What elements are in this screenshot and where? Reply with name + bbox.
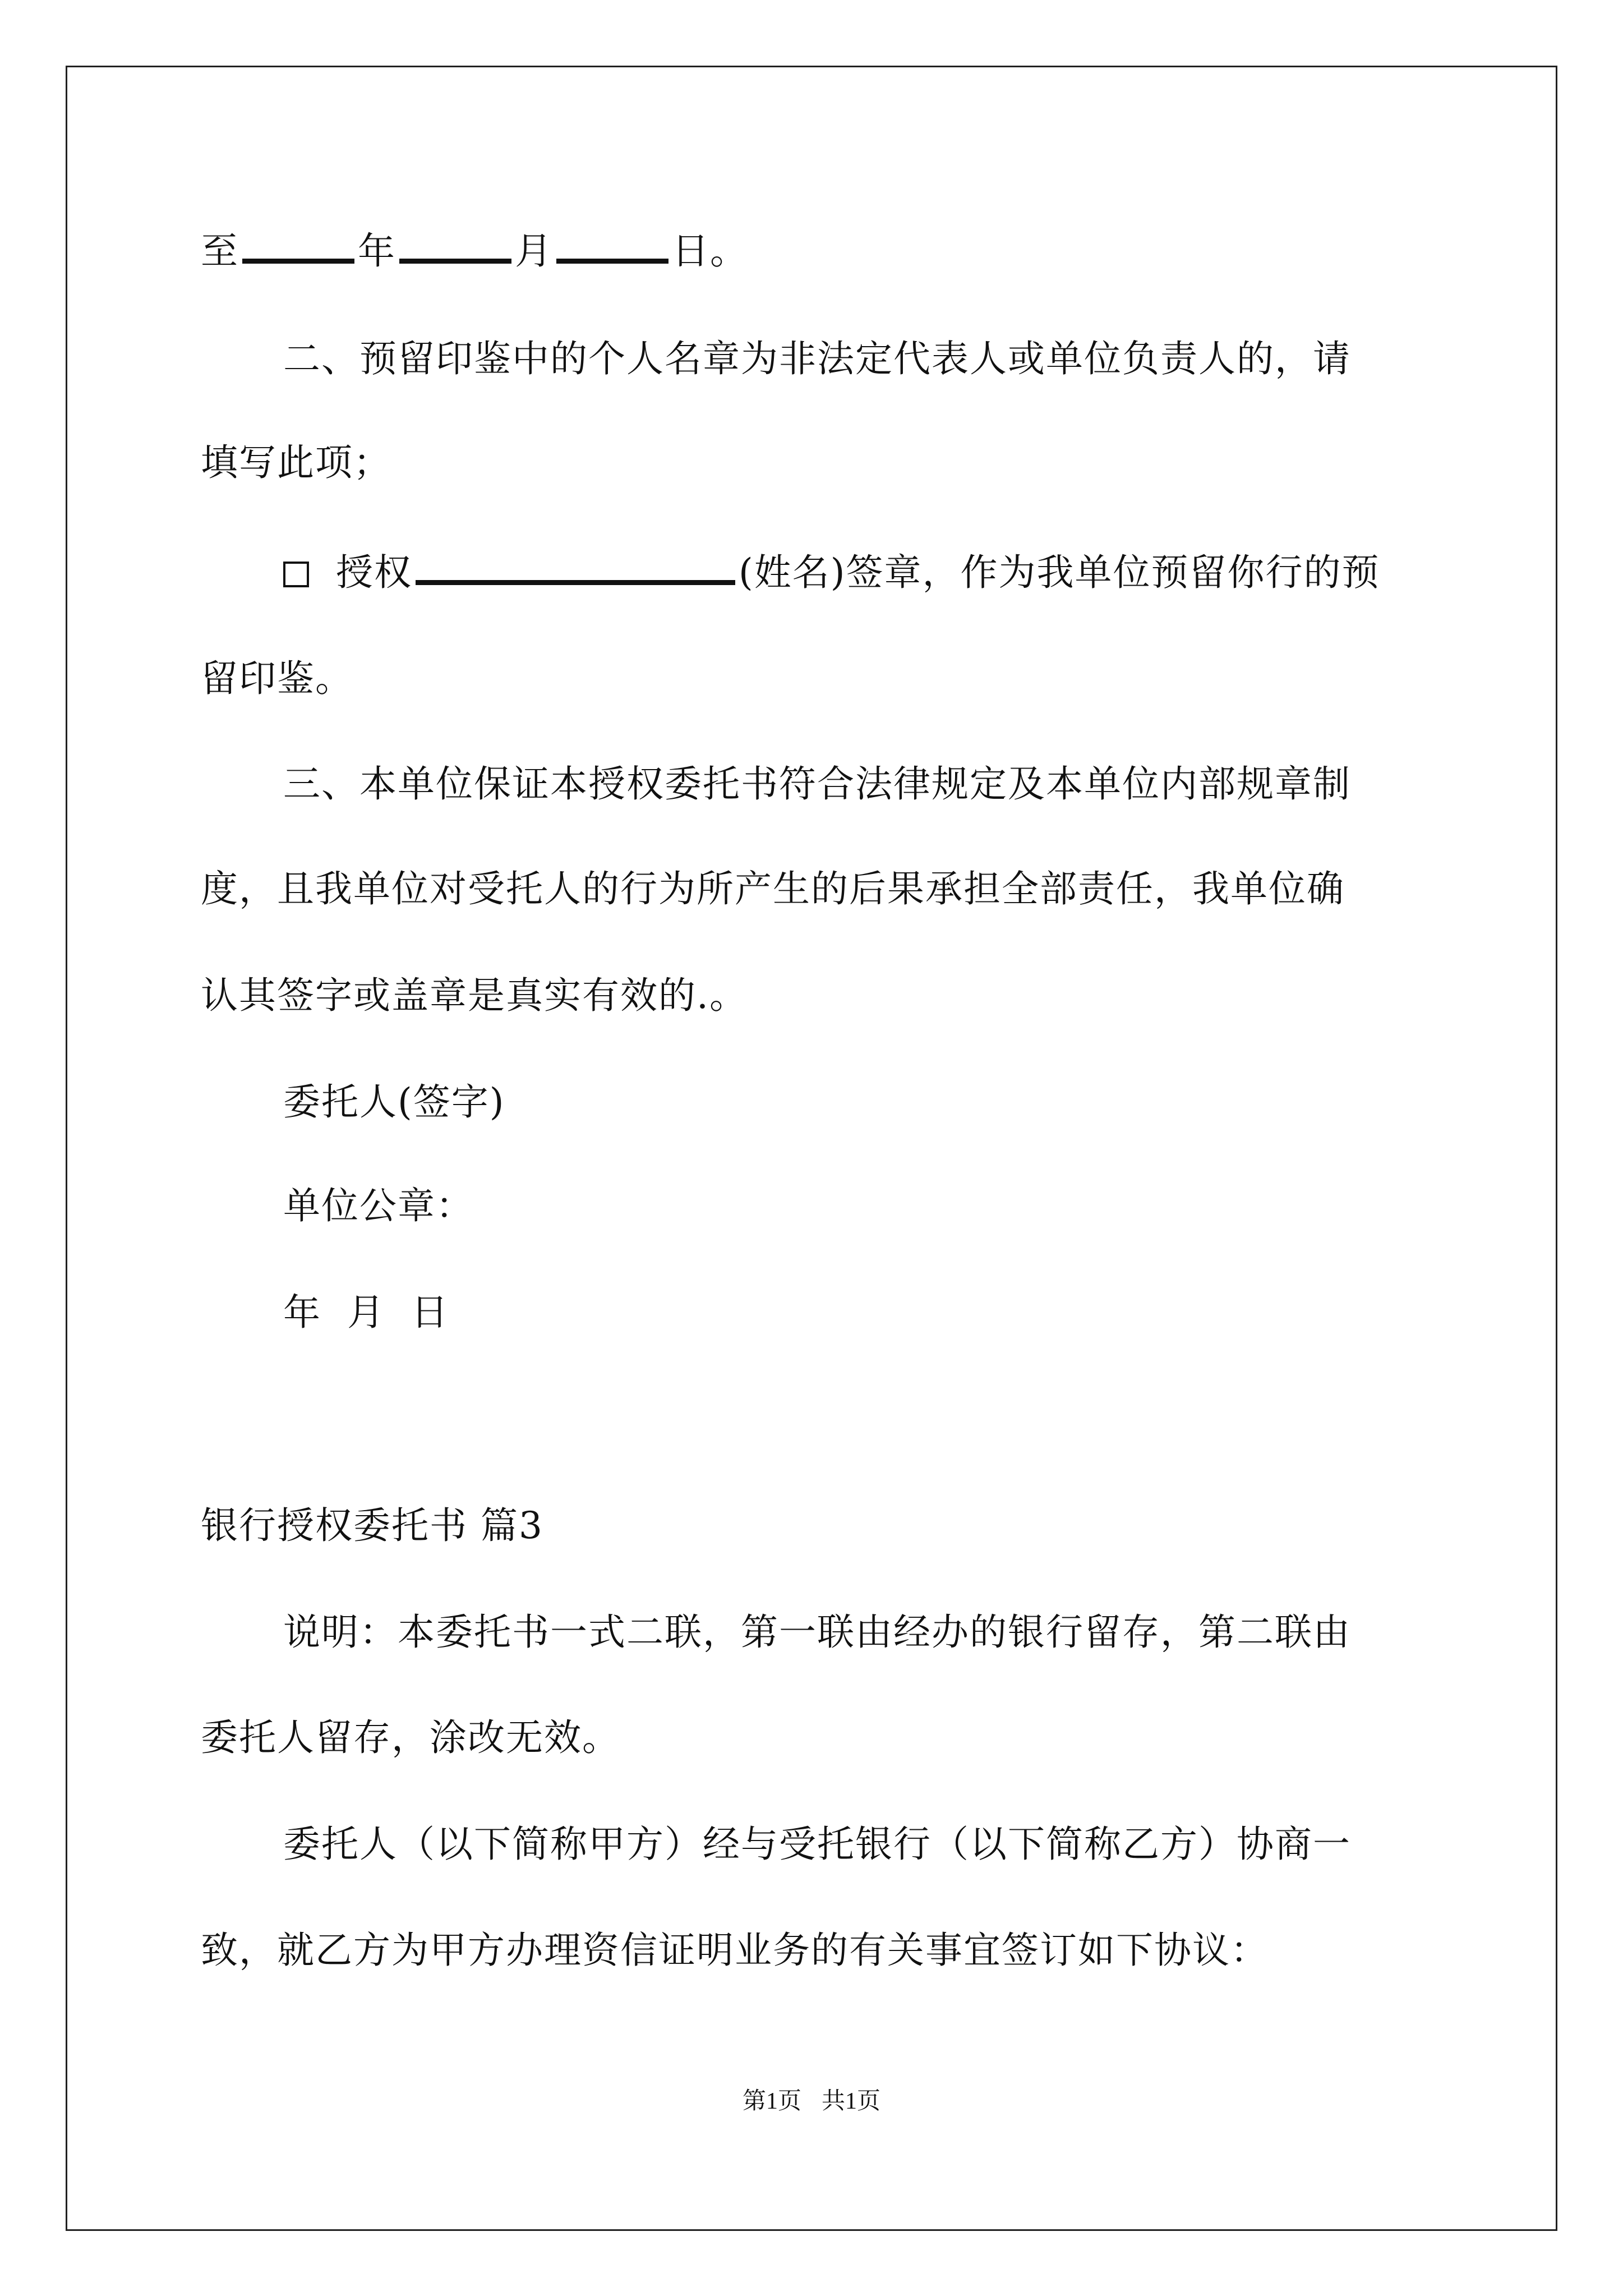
month-blank — [399, 227, 511, 264]
authorize-checkbox[interactable] — [283, 562, 309, 587]
page-border — [66, 66, 1557, 2231]
date-prefix: 至 — [201, 229, 239, 273]
section3-line3: 认其签字或盖章是真实有效的.。 — [201, 974, 748, 1017]
signature-date: 年 月 日 — [283, 1291, 449, 1334]
section3-line2: 度，且我单位对受托人的行为所产生的后果承担全部责任，我单位确 — [201, 867, 1345, 910]
note-line1: 说明：本委托书一式二联，第一联由经办的银行留存，第二联由 — [283, 1611, 1351, 1654]
section-heading: 银行授权委托书 篇3 — [201, 1504, 543, 1547]
section3-line1: 三、本单位保证本授权委托书符合法律规定及本单位内部规章制 — [283, 762, 1351, 806]
month-label: 月 — [515, 229, 553, 273]
page-total: 共1页 — [822, 2088, 881, 2114]
unit-seal: 单位公章： — [283, 1184, 474, 1227]
day-label: 日。 — [672, 229, 748, 273]
note-line2: 委托人留存，涂改无效。 — [201, 1716, 620, 1759]
section2-line1: 二、预留印鉴中的个人名章为非法定代表人或单位负责人的，请 — [283, 337, 1351, 380]
year-label: 年 — [358, 229, 396, 273]
agreement-line2: 致，就乙方为甲方办理资信证明业务的有关事宜签订如下协议： — [201, 1929, 1269, 1972]
agreement-line1: 委托人（以下简称甲方）经与受托银行（以下简称乙方）协商一 — [283, 1823, 1351, 1866]
authorize-prefix: 授权 — [336, 551, 412, 594]
day-blank — [556, 227, 668, 264]
authorize-line — [283, 549, 1380, 595]
authorize-suffix: (姓名)签章，作为我单位预留你行的预 — [739, 551, 1380, 594]
section2-line2: 填写此项； — [201, 441, 391, 484]
date-line — [201, 227, 748, 274]
page-number: 第1页 — [742, 2088, 801, 2114]
page-footer — [0, 2086, 1623, 2117]
authorize-line2: 留印鉴。 — [201, 657, 353, 700]
year-blank — [242, 227, 354, 264]
name-blank — [416, 549, 735, 585]
principal-signature: 委托人(签字) — [283, 1080, 505, 1124]
